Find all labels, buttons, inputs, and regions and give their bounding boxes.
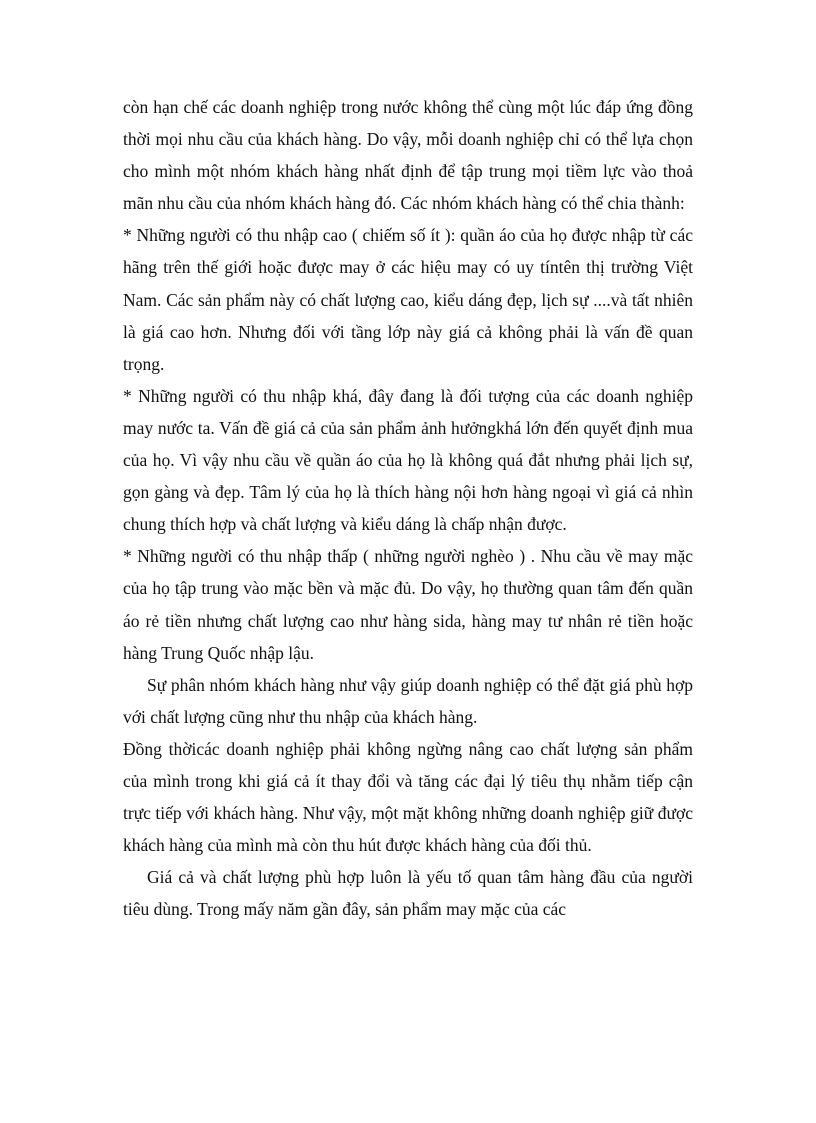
paragraph-high-income: * Những người có thu nhập cao ( chiếm số ít ): quần áo của họ được nhập từ các hãng trên thế giới hoặc được may ở các hiệu may có uy tíntên thị trường Việt Nam. Các sản phẩm này có chất lượng cao, kiểu dáng đẹp, lịch sự ....và tất nhiên là giá cao hơn. Nhưng đối với tầng lớp này giá cả không phải là vấn đề quan trọng. [123,225,693,374]
paragraph-low-income: * Những người có thu nhập thấp ( những người nghèo ) . Nhu cầu về may mặc của họ tập trung vào mặc bền và mặc đủ. Do vậy, họ thường quan tâm đến quần áo rẻ tiền nhưng chất lượng cao như hàng sida, hàng may tư nhân rẻ tiền hoặc hàng Trung Quốc nhập lậu. [123,546,693,663]
paragraph-quality: Đồng thờicác doanh nghiệp phải không ngừng nâng cao chất lượng sản phẩm của mình trong khi giá cả ít thay đổi và tăng các đại lý tiêu thụ nhằm tiếp cận trực tiếp với khách hàng. Như vậy, một mặt không những doanh nghiệp giữ được khách hàng của mình mà còn thu hút được khách hàng của đối thủ. [123,738,693,856]
paragraph-middle-income: * Những người có thu nhập khá, đây đang là đối tượng của các doanh nghiệp may nước ta. Vấn đề giá cả của sản phẩm ảnh hưởngkhá lớn đến quyết định mua của họ. Vì vậy nhu cầu về quần áo của họ là không quá đắt nhưng phải lịch sự, gọn gàng và đẹp. Tâm lý của họ là thích hàng nội hơn hàng ngoại vì giá cả nhìn chung thích hợp và chất lượng và kiểu dáng là chấp nhận được. [123,385,693,535]
paragraph-price-quality: Giá cả và chất lượng phù hợp luôn là yếu tố quan tâm hàng đầu của người tiêu dùng. Trong mấy năm gần đây, sản phẩm may mặc của các [123,867,693,920]
paragraph-segmentation: Sự phân nhóm khách hàng như vậy giúp doanh nghiệp có thể đặt giá phù hợp với chất lượng cũng như thu nhập của khách hàng. [123,674,693,727]
body-text [123,91,693,925]
paragraph-intro: còn hạn chế các doanh nghiệp trong nước không thể cùng một lúc đáp ứng đồng thời mọi nhu cầu của khách hàng. Do vậy, mỗi doanh nghiệp chỉ có thể lựa chọn cho mình một nhóm khách hàng nhất định để tập trung mọi tiềm lực vào thoả mãn nhu cầu của nhóm khách hàng đó. Các nhóm khách hàng có thể chia thành: [123,97,693,214]
